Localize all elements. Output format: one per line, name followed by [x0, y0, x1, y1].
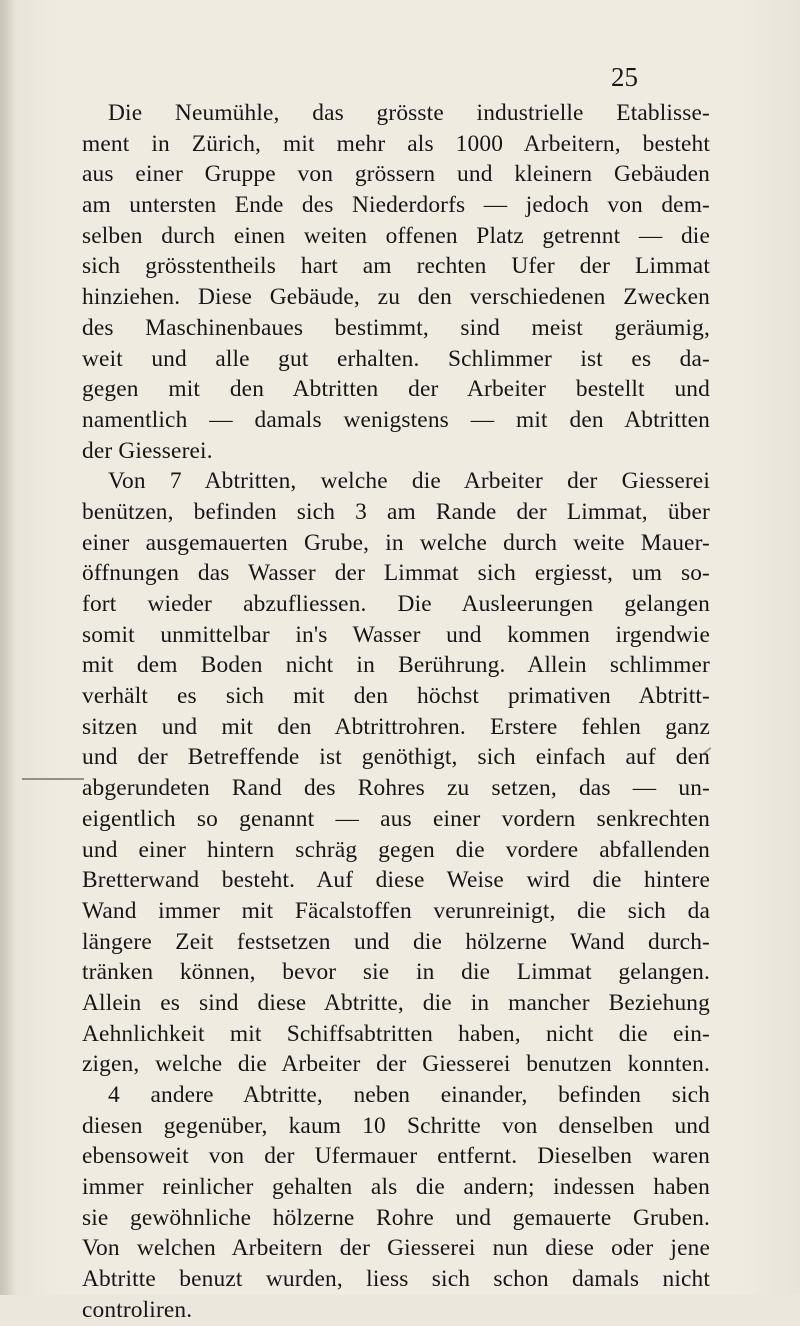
body-text — [82, 98, 710, 1326]
text-line: immer reinlicher gehalten als die andern; indessen haben — [82, 1174, 710, 1201]
text-line: der Giesserei. — [82, 437, 213, 464]
text-line: tränken können, bevor sie in die Limmat gelangen. — [82, 959, 710, 986]
text-line: sitzen und mit den Abtrittrohren. Erstere fehlen ganz — [82, 713, 710, 740]
page-number: 25 — [611, 62, 638, 92]
text-line: Die Neumühle, das grösste industrielle Etablisse- — [108, 100, 710, 126]
text-line: des Maschinenbaues bestimmt, sind meist geräumig, — [82, 314, 710, 341]
page-edge-shadow — [0, 0, 14, 1295]
text-line: längere Zeit festsetzen und die hölzerne Wand durch- — [82, 928, 710, 955]
text-line: weit und alle gut erhalten. Schlimmer ist es da- — [82, 345, 710, 372]
text-line: Von welchen Arbeitern der Giesserei nun diese oder jene — [82, 1235, 710, 1262]
text-line: somit unmittelbar in's Wasser und kommen irgendwie — [82, 621, 710, 648]
text-line: namentlich — damals wenigstens — mit den Abtritten — [82, 406, 710, 433]
text-line: und der Betreffende ist genöthigt, sich einfach auf den — [82, 744, 710, 771]
text-line: Bretterwand besteht. Auf diese Weise wird die hintere — [82, 867, 710, 894]
paragraph-1 — [82, 98, 710, 466]
text-line: fort wieder abzufliessen. Die Ausleerungen gelangen — [82, 591, 710, 617]
text-line: abgerundeten Rand des Rohres zu setzen, das — un- — [82, 775, 710, 802]
text-line: eigentlich so genannt — aus einer vordern senkrechten — [82, 805, 710, 832]
text-line: Abtritte benuzt wurden, liess sich schon damals nicht — [82, 1266, 710, 1293]
text-line: ebensoweit von der Ufermauer entfernt. Dieselben waren — [82, 1143, 710, 1170]
text-line: sich grösstentheils hart am rechten Ufer der Limmat — [82, 253, 710, 280]
text-line: selben durch einen weiten offenen Platz getrennt — die — [82, 222, 710, 249]
paragraph-3 — [82, 1080, 710, 1326]
text-line: mit dem Boden nicht in Berührung. Allein schlimmer — [82, 652, 710, 679]
text-line: am untersten Ende des Niederdorfs — jedoch von dem- — [82, 192, 710, 219]
paragraph-2 — [82, 466, 710, 1080]
text-line: Aehnlichkeit mit Schiffsabtritten haben, nicht die ein- — [82, 1020, 710, 1047]
text-line: 4 andere Abtritte, neben einander, befinden sich — [108, 1082, 710, 1108]
text-line: Wand immer mit Fäcalstoffen verunreinigt, die sich da — [82, 897, 710, 924]
text-line: Von 7 Abtritten, welche die Arbeiter der Giesserei — [108, 468, 710, 495]
text-line: diesen gegenüber, kaum 10 Schritte von denselben und — [82, 1112, 710, 1139]
margin-pencil-mark — [22, 778, 84, 780]
text-line: benützen, befinden sich 3 am Rande der Limmat, über — [82, 498, 710, 525]
text-line: und einer hintern schräg gegen die vordere abfallenden — [82, 836, 710, 863]
text-line: zigen, welche die Arbeiter der Giesserei benutzen konnten. — [82, 1051, 710, 1078]
text-line: aus einer Gruppe von grössern und kleinern Gebäuden — [82, 161, 710, 188]
text-line: verhält es sich mit den höchst primativen Abtritt- — [82, 683, 710, 710]
text-line: öffnungen das Wasser der Limmat sich ergiesst, um so- — [82, 560, 710, 587]
text-line: ment in Zürich, mit mehr als 1000 Arbeitern, besteht — [82, 130, 710, 157]
text-line: sie gewöhnliche hölzerne Rohre und gemauerte Gruben. — [82, 1204, 710, 1231]
text-line: einer ausgemauerten Grube, in welche durch weite Mauer- — [82, 529, 710, 556]
text-line: gegen mit den Abtritten der Arbeiter bestellt und — [82, 376, 710, 403]
text-line: controliren. — [82, 1296, 193, 1323]
text-line: Allein es sind diese Abtritte, die in mancher Beziehung — [82, 989, 710, 1016]
text-line: hinziehen. Diese Gebäude, zu den verschiedenen Zwecken — [82, 284, 710, 311]
